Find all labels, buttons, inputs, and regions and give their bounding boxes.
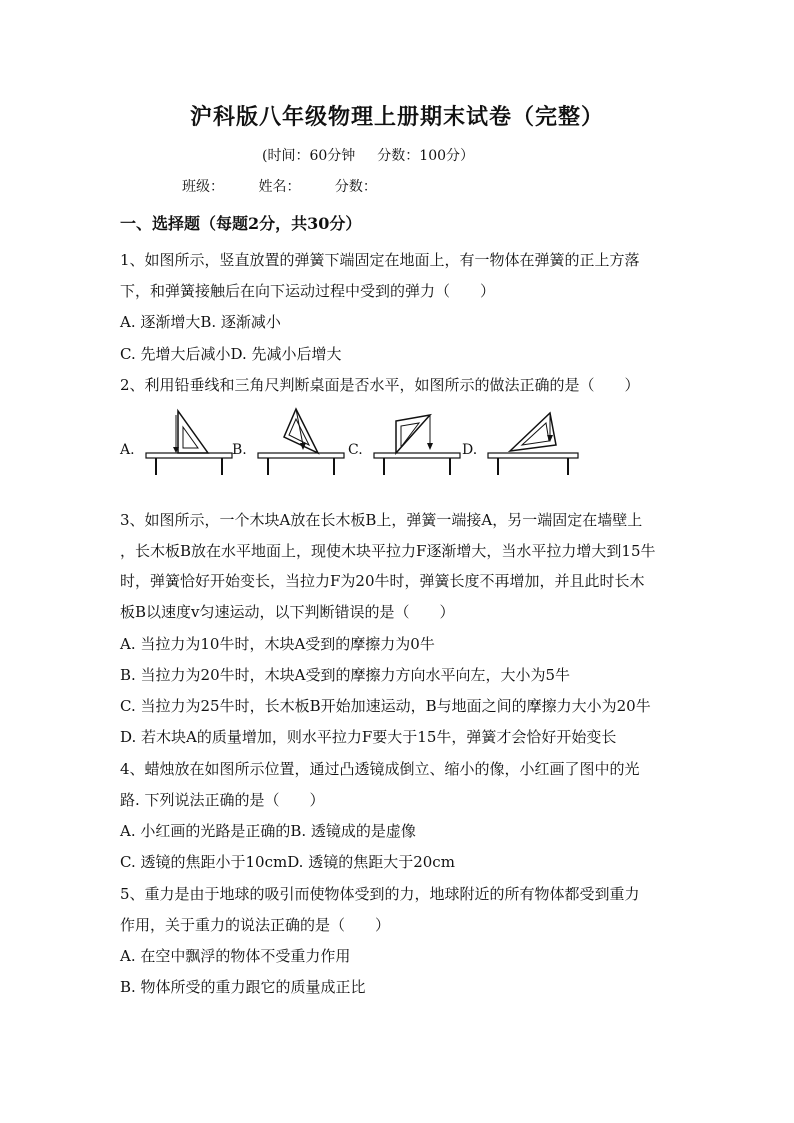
exam-total-score: 分数：100分）: [377, 148, 475, 164]
student-info: [182, 176, 407, 196]
question-3-option-d: D. 若木块A的质量增加，则水平拉力F要大于15牛，弹簧才会恰好开始变长: [120, 728, 617, 746]
figure-a-table-triangle: [144, 405, 234, 475]
question-2-figures: [118, 405, 588, 475]
question-3-line-1: 3、如图所示，一个木块A放在长木板B上，弹簧一端接A，另一端固定在墙壁上: [120, 511, 643, 529]
question-5-line-2: 作用，关于重力的说法正确的是（ ）: [120, 916, 391, 934]
figure-b-table-triangle: [256, 405, 346, 475]
question-3-option-c: C. 当拉力为25牛时，长木板B开始加速运动，B与地面之间的摩擦力大小为20牛: [120, 697, 651, 715]
figure-label-d: D.: [462, 442, 478, 458]
question-1-line-1: 1、如图所示，竖直放置的弹簧下端固定在地面上，有一物体在弹簧的正上方落: [120, 251, 640, 269]
section-heading: 一、选择题（每题2分，共30分）: [120, 214, 362, 233]
question-5-line-1: 5、重力是由于地球的吸引而使物体受到的力，地球附近的所有物体都受到重力: [120, 885, 640, 903]
question-3-option-b: B. 当拉力为20牛时，木块A受到的摩擦力方向水平向左，大小为5牛: [120, 666, 571, 684]
page-title: 沪科版八年级物理上册期末试卷（完整）: [189, 104, 604, 130]
question-1-line-2: 下，和弹簧接触后在向下运动过程中受到的弹力（ ）: [120, 282, 496, 300]
score-label: 分数：: [334, 179, 377, 195]
question-4-line-1: 4、蜡烛放在如图所示位置，通过凸透镜成倒立、缩小的像，小红画了图中的光: [120, 760, 640, 778]
question-5-option-a: A. 在空中飘浮的物体不受重力作用: [120, 947, 351, 965]
question-4-line-2: 路. 下列说法正确的是（ ）: [120, 791, 325, 809]
question-3-line-4: 板B以速度v匀速运动，以下判断错误的是（ ）: [120, 603, 455, 621]
figure-c-table-triangle: [372, 405, 462, 475]
figure-label-a: A.: [120, 442, 135, 458]
figure-d-table-triangle: [486, 405, 581, 475]
question-3-line-2: ，长木板B放在水平地面上，现使木块平拉力F逐渐增大，当水平拉力增大到15牛: [120, 542, 656, 560]
exam-meta: [262, 145, 496, 165]
question-4-options-cd: C. 透镜的焦距小于10cmD. 透镜的焦距大于20cm: [120, 853, 455, 871]
exam-time: (时间：60分钟: [262, 148, 356, 164]
question-1-options-cd: C. 先增大后减小D. 先减小后增大: [120, 345, 342, 363]
question-3-option-a: A. 当拉力为10牛时，木块A受到的摩擦力为0牛: [120, 635, 435, 653]
question-4-options-ab: A. 小红画的光路是正确的B. 透镜成的是虚像: [120, 822, 416, 840]
name-label: 姓名：: [258, 179, 301, 195]
question-1-options-ab: A. 逐渐增大B. 逐渐减小: [120, 313, 281, 331]
question-5-option-b: B. 物体所受的重力跟它的质量成正比: [120, 978, 366, 996]
figure-label-b: B.: [232, 442, 247, 458]
question-3-line-3: 时，弹簧恰好开始变长，当拉力F为20牛时，弹簧长度不再增加，并且此时长木: [120, 572, 645, 590]
question-2-line-1: 2、利用铅垂线和三角尺判断桌面是否水平，如图所示的做法正确的是（ ）: [120, 376, 640, 394]
figure-label-c: C.: [348, 442, 363, 458]
class-label: 班级：: [182, 179, 224, 195]
